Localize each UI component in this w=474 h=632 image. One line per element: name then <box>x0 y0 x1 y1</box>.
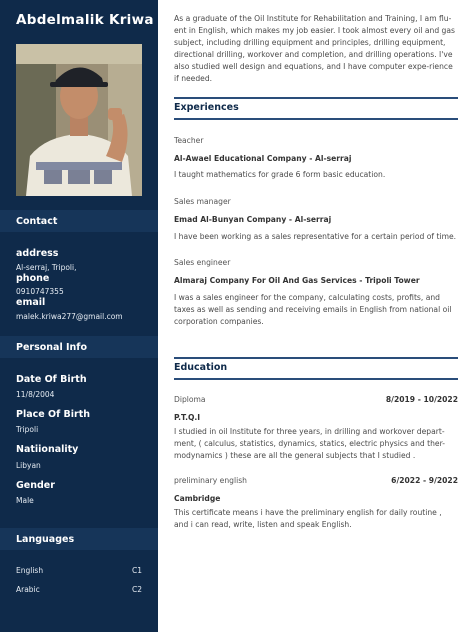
dob-label: Date Of Birth <box>16 374 87 385</box>
experience-desc: I taught mathematics for grade 6 form basic education. <box>174 170 386 179</box>
person-name: Abdelmalik Kriwa <box>16 12 154 28</box>
gender-value: Male <box>16 496 34 505</box>
email-label: email <box>16 297 46 308</box>
experiences-bottom-rule <box>174 118 458 120</box>
education-dates: 6/2022 - 9/2022 <box>391 476 458 485</box>
dob-value: 11/8/2004 <box>16 390 55 399</box>
pob-label: Place Of Birth <box>16 409 91 420</box>
education-title: Education <box>174 362 228 373</box>
language-name: Arabic <box>16 585 40 594</box>
experience-company: Al-Awael Educational Company - Al-serraj <box>174 154 352 163</box>
experience-company: Emad Al-Bunyan Company - Al-serraj <box>174 215 332 224</box>
pob-value: Tripoli <box>16 425 39 434</box>
education-degree: preliminary english <box>174 476 247 485</box>
profile-photo <box>16 44 142 196</box>
language-level: C1 <box>131 566 142 575</box>
address-label: address <box>16 248 59 259</box>
address-value: Al-serraj, Tripoli, <box>16 263 77 272</box>
phone-label: phone <box>16 273 50 284</box>
sidebar <box>0 0 158 632</box>
experiences-title: Experiences <box>174 102 239 113</box>
language-name: English <box>16 566 44 575</box>
languages-title: Languages <box>16 534 75 545</box>
experience-desc: I was a sales engineer for the company, calculating costs, profits, and taxes as well as sending and receiving emails in English from national oil corporation companies. <box>174 293 452 326</box>
experience-role: Sales engineer <box>174 258 231 267</box>
experiences-top-rule <box>174 97 458 99</box>
about-text: As a graduate of the Oil Institute for Rehabilitation and Training, I am flu-ent in English, which makes my job easier. I took almost every oil and gas subject, including drilling equipment and principles, drilling equipment, directional drilling, workover and completion, and drilling operations. I've also studied well design and equations, and I have computer expe-rience if needed. <box>174 14 455 83</box>
email-value[interactable]: malek.kriwa277@gmail.com <box>16 312 123 321</box>
education-degree: Diploma <box>174 395 206 404</box>
experience-company: Almaraj Company For Oil And Gas Services - Tripoli Tower <box>174 276 420 285</box>
contact-title: Contact <box>16 216 58 227</box>
education-desc: This certificate means i have the preliminary english for daily routine , and i can read, write, listen and speak English. <box>174 508 442 529</box>
experience-desc: I have been working as a sales representative for a certain period of time. <box>174 232 457 241</box>
experience-role: Sales manager <box>174 197 231 206</box>
nationality-label: Natiionality <box>16 444 79 455</box>
language-level: C2 <box>131 585 142 594</box>
education-school: P.T.Q.I <box>174 413 201 422</box>
education-school: Cambridge <box>174 494 221 503</box>
education-desc: I studied in oil Institute for three years, in drilling and workover depart-ment, ( calculus, statistics, dynamics, statics, electric physics and ther-modynamics ) these are all the general subjects that I studied . <box>174 427 445 460</box>
education-bottom-rule <box>174 378 458 380</box>
gender-label: Gender <box>16 480 55 491</box>
education-dates: 8/2019 - 10/2022 <box>385 395 458 404</box>
education-top-rule <box>174 357 458 359</box>
phone-value: 0910747355 <box>16 287 64 296</box>
nationality-value: Libyan <box>16 461 41 470</box>
personal-info-title: Personal Info <box>16 342 87 353</box>
experience-role: Teacher <box>174 136 204 145</box>
